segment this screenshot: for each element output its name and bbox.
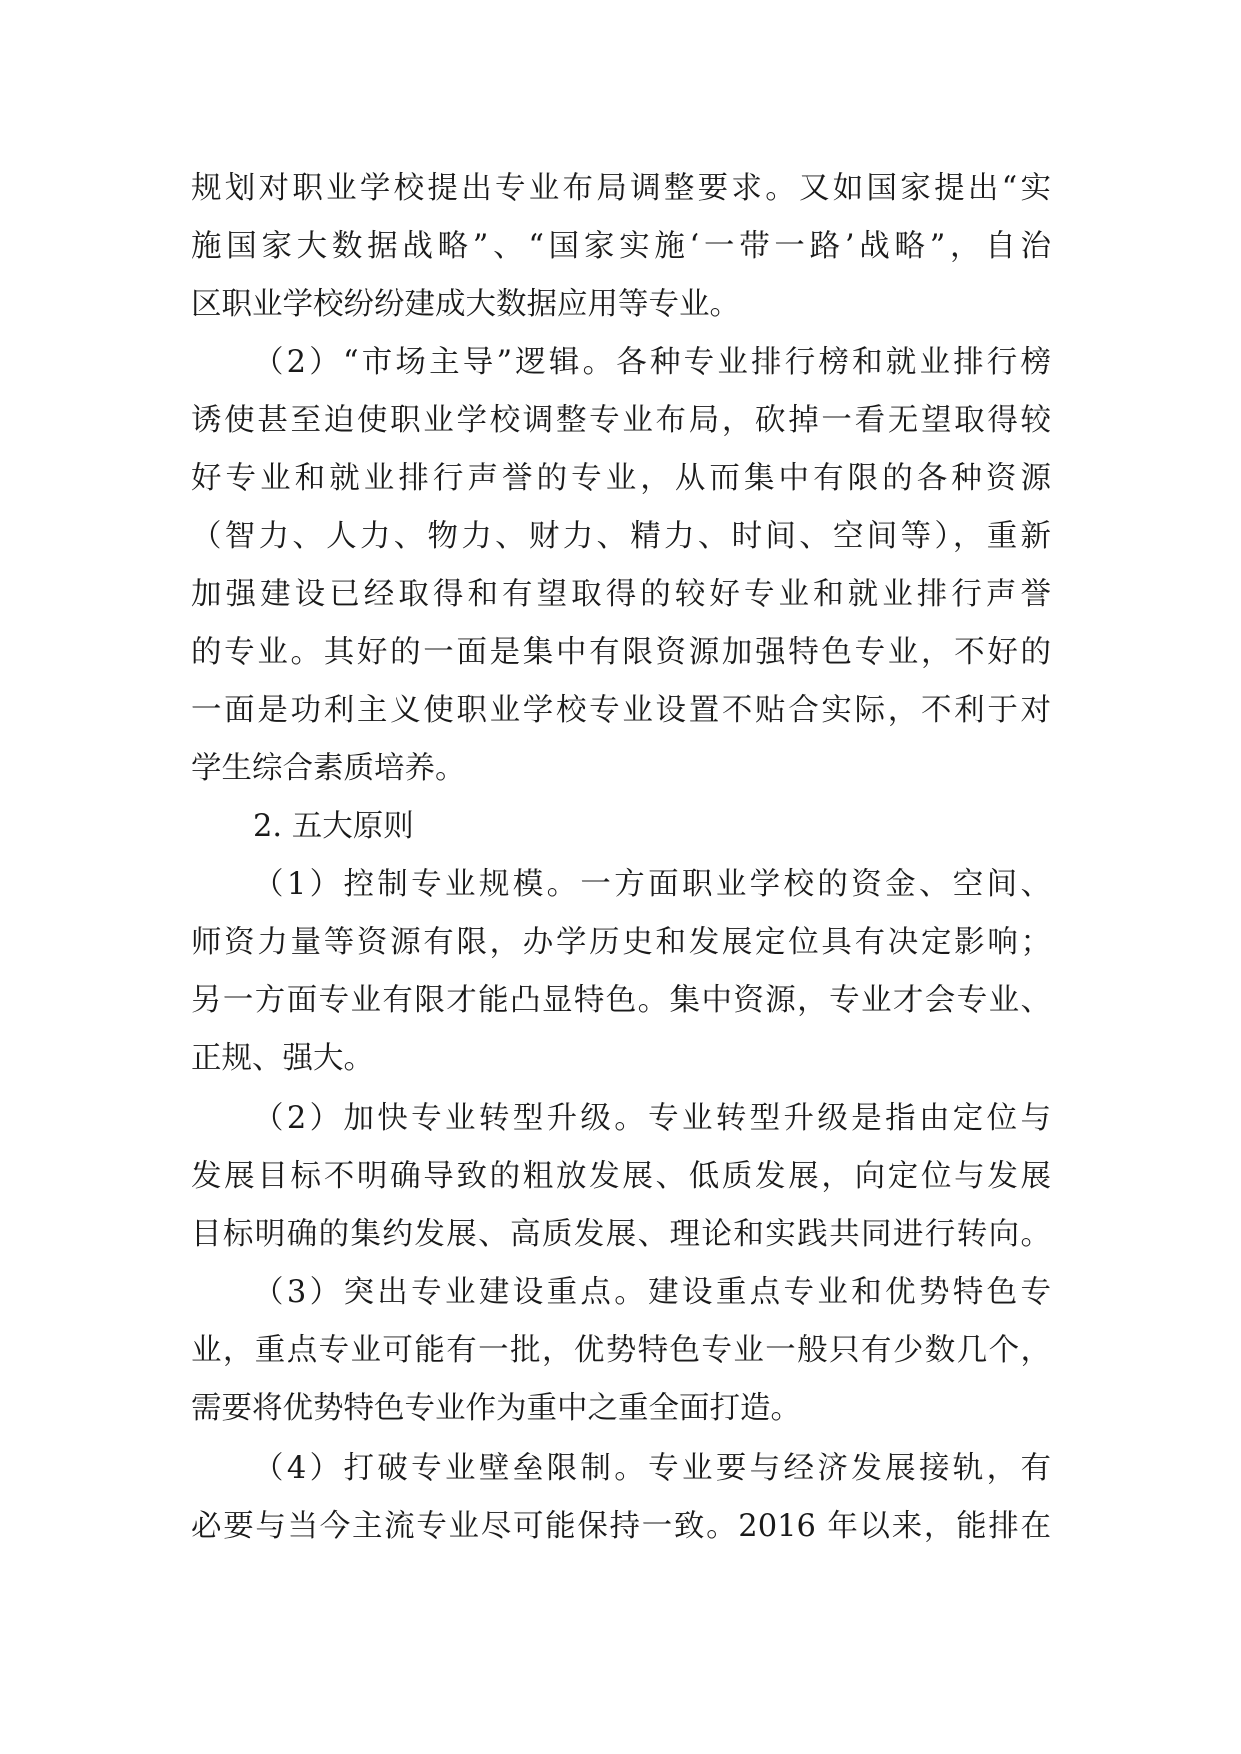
text-line: 正规、强大。 [191,1041,374,1076]
text-line: 学生综合素质培养。 [191,751,466,786]
text-line: 一面是功利主义使职业学校专业设置不贴合实际，不利于对 [191,693,1051,728]
text-line: 必要与当今主流专业尽可能保持一致。2016 年以来，能排在 [191,1509,1051,1544]
text-line: 目标明确的集约发展、高质发展、理论和实践共同进行转向。 [191,1217,1051,1252]
text-line: 诱使甚至迫使职业学校调整专业布局，砍掉一看无望取得较 [191,403,1051,438]
paragraph-start-line: （4）打破专业壁垒限制。专业要与经济发展接轨，有 [253,1451,1051,1486]
text-line: 区职业学校纷纷建成大数据应用等专业。 [191,287,740,322]
text-line: 业，重点专业可能有一批，优势特色专业一般只有少数几个， [191,1333,1051,1368]
text-line: 师资力量等资源有限，办学历史和发展定位具有决定影响； [191,925,1051,960]
text-line: 需要将优势特色专业作为重中之重全面打造。 [191,1391,801,1426]
paragraph-start-line: （1）控制专业规模。一方面职业学校的资金、空间、 [253,867,1051,902]
text-line: 好专业和就业排行声誉的专业，从而集中有限的各种资源 [191,461,1051,496]
paragraph-start-line: （2）“市场主导”逻辑。各种专业排行榜和就业排行榜 [253,345,1051,380]
text-line: 另一方面专业有限才能凸显特色。集中资源，专业才会专业、 [191,983,1051,1018]
text-line: 的专业。其好的一面是集中有限资源加强特色专业，不好的 [191,635,1051,670]
paragraph-start-line: （3）突出专业建设重点。建设重点专业和优势特色专 [253,1275,1051,1310]
text-line: 发展目标不明确导致的粗放发展、低质发展，向定位与发展 [191,1159,1051,1194]
text-line: 施国家大数据战略”、“国家实施‘一带一路’战略”，自治 [191,229,1051,264]
section-heading: 2. 五大原则 [253,809,414,844]
paragraph-start-line: （2）加快专业转型升级。专业转型升级是指由定位与 [253,1101,1051,1136]
text-line: 规划对职业学校提出专业布局调整要求。又如国家提出“实 [191,171,1051,206]
text-line: 加强建设已经取得和有望取得的较好专业和就业排行声誉 [191,577,1051,612]
text-line: （智力、人力、物力、财力、精力、时间、空间等），重新 [191,519,1051,554]
